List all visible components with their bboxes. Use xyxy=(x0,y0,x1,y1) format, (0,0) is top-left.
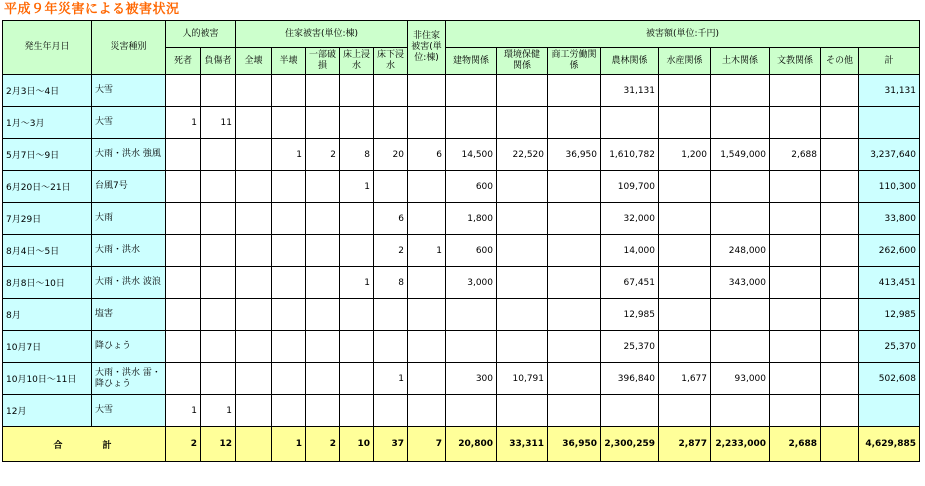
row-cell: 31,131 xyxy=(601,75,659,107)
row-cell xyxy=(770,267,821,299)
row-cell xyxy=(340,235,374,267)
header-amount: 被害額(単位:千円) xyxy=(446,21,920,48)
row-cell xyxy=(821,171,859,203)
row-cell xyxy=(340,107,374,139)
row-cell xyxy=(770,395,821,427)
row-cell xyxy=(548,171,601,203)
row-cell xyxy=(272,75,306,107)
row-date: 12月 xyxy=(3,395,92,427)
row-cell: 1 xyxy=(166,395,201,427)
row-cell xyxy=(446,75,497,107)
total-cell: 4,629,885 xyxy=(859,427,920,462)
row-cell xyxy=(821,235,859,267)
row-cell xyxy=(374,107,408,139)
table-row xyxy=(3,107,920,139)
row-cell xyxy=(659,75,711,107)
row-cell xyxy=(236,75,272,107)
row-cell: 343,000 xyxy=(711,267,770,299)
row-cell: 20 xyxy=(374,139,408,171)
table-row xyxy=(3,395,920,427)
row-cell xyxy=(659,267,711,299)
row-date: 6月20日～21日 xyxy=(3,171,92,203)
header-amount-sub-2: 商工労働関係 xyxy=(548,48,601,75)
row-cell: 109,700 xyxy=(601,171,659,203)
row-cell xyxy=(236,395,272,427)
row-cell xyxy=(408,203,446,235)
row-cell xyxy=(659,107,711,139)
row-cell: 1,610,782 xyxy=(601,139,659,171)
table-row xyxy=(3,331,920,363)
row-cell: 14,000 xyxy=(601,235,659,267)
row-cell xyxy=(236,299,272,331)
row-cell xyxy=(306,203,340,235)
row-cell xyxy=(408,171,446,203)
row-cell xyxy=(272,171,306,203)
table-row xyxy=(3,75,920,107)
row-cell: 1,800 xyxy=(446,203,497,235)
row-cell xyxy=(166,75,201,107)
total-cell: 20,800 xyxy=(446,427,497,462)
row-cell xyxy=(166,235,201,267)
header-type: 災害種別 xyxy=(92,21,166,75)
row-cell xyxy=(236,331,272,363)
row-cell xyxy=(446,331,497,363)
total-cell: 7 xyxy=(408,427,446,462)
row-cell xyxy=(859,107,920,139)
row-cell xyxy=(374,299,408,331)
row-cell: 14,500 xyxy=(446,139,497,171)
row-cell xyxy=(272,107,306,139)
total-cell xyxy=(821,427,859,462)
row-type: 大雨・洪水 xyxy=(92,235,166,267)
header-house-sub-2: 一部破損 xyxy=(306,48,340,75)
row-type: 大雪 xyxy=(92,395,166,427)
total-cell: 2,877 xyxy=(659,427,711,462)
total-cell: 2 xyxy=(306,427,340,462)
header-amount-sub-4: 水産関係 xyxy=(659,48,711,75)
row-cell xyxy=(497,107,548,139)
table-row xyxy=(3,203,920,235)
row-cell: 600 xyxy=(446,171,497,203)
row-cell xyxy=(408,107,446,139)
total-cell: 2,688 xyxy=(770,427,821,462)
row-cell xyxy=(711,331,770,363)
row-cell: 1 xyxy=(272,139,306,171)
row-cell xyxy=(711,203,770,235)
row-cell xyxy=(821,267,859,299)
header-house-sub-4: 床下浸水 xyxy=(374,48,408,75)
row-cell: 1 xyxy=(340,171,374,203)
damage-table xyxy=(2,20,920,462)
row-cell: 12,985 xyxy=(859,299,920,331)
row-cell xyxy=(821,203,859,235)
row-cell xyxy=(166,363,201,395)
total-label: 合計 xyxy=(3,427,166,462)
row-cell xyxy=(659,299,711,331)
row-cell: 25,370 xyxy=(601,331,659,363)
row-cell xyxy=(770,299,821,331)
row-cell: 1 xyxy=(408,235,446,267)
row-cell xyxy=(201,331,236,363)
row-cell xyxy=(408,363,446,395)
row-cell xyxy=(548,75,601,107)
row-type: 台風7号 xyxy=(92,171,166,203)
row-cell: 1 xyxy=(201,395,236,427)
row-cell: 248,000 xyxy=(711,235,770,267)
header-amount-sub-6: 文教関係 xyxy=(770,48,821,75)
row-cell: 1,200 xyxy=(659,139,711,171)
row-cell xyxy=(497,299,548,331)
row-type: 大雪 xyxy=(92,107,166,139)
row-cell: 396,840 xyxy=(601,363,659,395)
row-cell: 36,950 xyxy=(548,139,601,171)
row-cell xyxy=(272,267,306,299)
row-cell xyxy=(272,299,306,331)
row-cell xyxy=(236,139,272,171)
row-cell: 1 xyxy=(340,267,374,299)
row-cell xyxy=(497,235,548,267)
row-cell xyxy=(446,395,497,427)
row-cell: 22,520 xyxy=(497,139,548,171)
row-cell: 2,688 xyxy=(770,139,821,171)
row-cell xyxy=(601,395,659,427)
row-cell: 31,131 xyxy=(859,75,920,107)
row-cell xyxy=(408,395,446,427)
row-cell xyxy=(272,203,306,235)
row-cell: 1 xyxy=(166,107,201,139)
row-cell: 110,300 xyxy=(859,171,920,203)
row-cell: 25,370 xyxy=(859,331,920,363)
row-cell xyxy=(770,203,821,235)
row-cell: 1 xyxy=(374,363,408,395)
row-cell xyxy=(497,171,548,203)
row-type: 大雨 xyxy=(92,203,166,235)
row-cell: 2 xyxy=(306,139,340,171)
total-cell: 10 xyxy=(340,427,374,462)
row-cell xyxy=(659,331,711,363)
row-cell xyxy=(374,75,408,107)
row-date: 2月3日～4日 xyxy=(3,75,92,107)
row-cell xyxy=(770,331,821,363)
row-cell xyxy=(374,171,408,203)
row-date: 8月8日～10日 xyxy=(3,267,92,299)
header-amount-sub-5: 土木関係 xyxy=(711,48,770,75)
row-cell: 1,549,000 xyxy=(711,139,770,171)
row-cell xyxy=(166,139,201,171)
row-cell xyxy=(711,171,770,203)
row-cell xyxy=(408,267,446,299)
row-cell xyxy=(770,235,821,267)
row-cell: 93,000 xyxy=(711,363,770,395)
row-date: 5月7日～9日 xyxy=(3,139,92,171)
row-cell xyxy=(340,299,374,331)
row-cell: 262,600 xyxy=(859,235,920,267)
header-date: 発生年月日 xyxy=(3,21,92,75)
row-cell xyxy=(497,395,548,427)
total-cell: 2,233,000 xyxy=(711,427,770,462)
row-cell: 1,677 xyxy=(659,363,711,395)
header-house-sub-0: 全壊 xyxy=(236,48,272,75)
row-cell xyxy=(306,331,340,363)
row-cell: 413,451 xyxy=(859,267,920,299)
row-type: 大雨・洪水 強風 xyxy=(92,139,166,171)
row-date: 7月29日 xyxy=(3,203,92,235)
row-type: 降ひょう xyxy=(92,331,166,363)
row-cell xyxy=(201,235,236,267)
header-human-sub-0: 死者 xyxy=(166,48,201,75)
row-cell xyxy=(770,171,821,203)
row-cell xyxy=(340,203,374,235)
total-cell: 2,300,259 xyxy=(601,427,659,462)
row-cell xyxy=(340,363,374,395)
row-cell xyxy=(306,107,340,139)
row-cell xyxy=(408,299,446,331)
row-cell xyxy=(497,203,548,235)
header-amount-sub-7: その他 xyxy=(821,48,859,75)
row-cell xyxy=(166,267,201,299)
row-cell xyxy=(770,75,821,107)
total-cell: 1 xyxy=(272,427,306,462)
row-cell xyxy=(548,267,601,299)
table-row xyxy=(3,235,920,267)
row-date: 8月 xyxy=(3,299,92,331)
total-cell xyxy=(236,427,272,462)
row-date: 1月～3月 xyxy=(3,107,92,139)
row-cell xyxy=(374,331,408,363)
row-date: 10月10日～11日 xyxy=(3,363,92,395)
row-cell xyxy=(306,299,340,331)
row-cell: 300 xyxy=(446,363,497,395)
table-body xyxy=(3,75,920,462)
row-cell: 6 xyxy=(408,139,446,171)
row-cell xyxy=(201,139,236,171)
header-house-sub-3: 床上浸水 xyxy=(340,48,374,75)
row-date: 10月7日 xyxy=(3,331,92,363)
row-cell: 502,608 xyxy=(859,363,920,395)
row-cell xyxy=(166,171,201,203)
row-cell: 67,451 xyxy=(601,267,659,299)
row-cell xyxy=(340,75,374,107)
row-cell xyxy=(821,395,859,427)
row-cell xyxy=(340,395,374,427)
row-cell: 600 xyxy=(446,235,497,267)
total-cell: 2 xyxy=(166,427,201,462)
row-cell: 3,000 xyxy=(446,267,497,299)
row-cell xyxy=(601,107,659,139)
row-cell xyxy=(659,171,711,203)
row-cell xyxy=(236,203,272,235)
row-cell xyxy=(497,75,548,107)
row-date: 8月4日～5日 xyxy=(3,235,92,267)
row-cell: 32,000 xyxy=(601,203,659,235)
row-cell xyxy=(201,267,236,299)
table-row xyxy=(3,139,920,171)
row-cell xyxy=(166,299,201,331)
row-cell xyxy=(272,395,306,427)
row-cell xyxy=(306,267,340,299)
row-cell xyxy=(306,235,340,267)
row-cell: 6 xyxy=(374,203,408,235)
row-cell: 3,237,640 xyxy=(859,139,920,171)
row-cell xyxy=(272,363,306,395)
row-cell xyxy=(821,331,859,363)
row-cell xyxy=(548,299,601,331)
row-cell: 12,985 xyxy=(601,299,659,331)
row-cell xyxy=(446,299,497,331)
row-cell xyxy=(711,395,770,427)
row-cell xyxy=(236,363,272,395)
total-cell: 36,950 xyxy=(548,427,601,462)
row-cell xyxy=(166,331,201,363)
row-cell xyxy=(821,363,859,395)
row-cell xyxy=(306,363,340,395)
row-cell xyxy=(408,331,446,363)
total-cell: 33,311 xyxy=(497,427,548,462)
row-cell xyxy=(306,75,340,107)
row-type: 大雨・洪水 雷・降ひょう xyxy=(92,363,166,395)
row-cell xyxy=(548,107,601,139)
header-human-sub-1: 負傷者 xyxy=(201,48,236,75)
header-amount-sub-3: 農林関係 xyxy=(601,48,659,75)
row-cell: 11 xyxy=(201,107,236,139)
row-cell xyxy=(770,363,821,395)
header-nonhouse: 非住家被害(単位:棟) xyxy=(408,21,446,75)
row-cell: 33,800 xyxy=(859,203,920,235)
row-cell xyxy=(659,235,711,267)
row-cell xyxy=(548,331,601,363)
row-cell xyxy=(306,171,340,203)
row-cell: 10,791 xyxy=(497,363,548,395)
row-cell xyxy=(201,171,236,203)
row-cell xyxy=(711,107,770,139)
row-type: 大雪 xyxy=(92,75,166,107)
header-house: 住家被害(単位:棟) xyxy=(236,21,408,48)
row-cell xyxy=(821,299,859,331)
row-cell xyxy=(711,299,770,331)
row-cell xyxy=(821,107,859,139)
row-cell: 8 xyxy=(340,139,374,171)
table-row xyxy=(3,171,920,203)
total-cell: 37 xyxy=(374,427,408,462)
row-cell xyxy=(340,331,374,363)
row-cell xyxy=(548,203,601,235)
row-cell xyxy=(236,107,272,139)
row-cell xyxy=(272,331,306,363)
row-cell xyxy=(272,235,306,267)
row-cell xyxy=(711,75,770,107)
row-cell xyxy=(201,75,236,107)
page-title: 平成９年災害による被害状況 xyxy=(4,2,180,17)
row-cell xyxy=(770,107,821,139)
row-cell xyxy=(408,75,446,107)
row-cell xyxy=(821,75,859,107)
row-cell xyxy=(201,203,236,235)
row-cell xyxy=(236,171,272,203)
row-cell xyxy=(374,395,408,427)
row-cell xyxy=(821,139,859,171)
header-house-sub-1: 半壊 xyxy=(272,48,306,75)
row-cell xyxy=(548,363,601,395)
row-cell xyxy=(236,235,272,267)
row-cell xyxy=(446,107,497,139)
row-cell xyxy=(859,395,920,427)
row-type: 大雨・洪水 波浪 xyxy=(92,267,166,299)
header-human: 人的被害 xyxy=(166,21,236,48)
row-cell xyxy=(201,299,236,331)
row-type: 塩害 xyxy=(92,299,166,331)
header-row-top xyxy=(3,21,920,48)
row-cell xyxy=(548,235,601,267)
total-row xyxy=(3,427,920,462)
row-cell xyxy=(659,203,711,235)
row-cell: 8 xyxy=(374,267,408,299)
row-cell xyxy=(548,395,601,427)
row-cell xyxy=(201,363,236,395)
table-row xyxy=(3,267,920,299)
row-cell xyxy=(497,267,548,299)
header-amount-sub-1: 環境保健関係 xyxy=(497,48,548,75)
header-amount-sub-8: 計 xyxy=(859,48,920,75)
table-row xyxy=(3,299,920,331)
row-cell xyxy=(166,203,201,235)
header-amount-sub-0: 建物関係 xyxy=(446,48,497,75)
row-cell: 2 xyxy=(374,235,408,267)
row-cell xyxy=(236,267,272,299)
row-cell xyxy=(306,395,340,427)
total-cell: 12 xyxy=(201,427,236,462)
row-cell xyxy=(659,395,711,427)
table-row xyxy=(3,363,920,395)
row-cell xyxy=(497,331,548,363)
